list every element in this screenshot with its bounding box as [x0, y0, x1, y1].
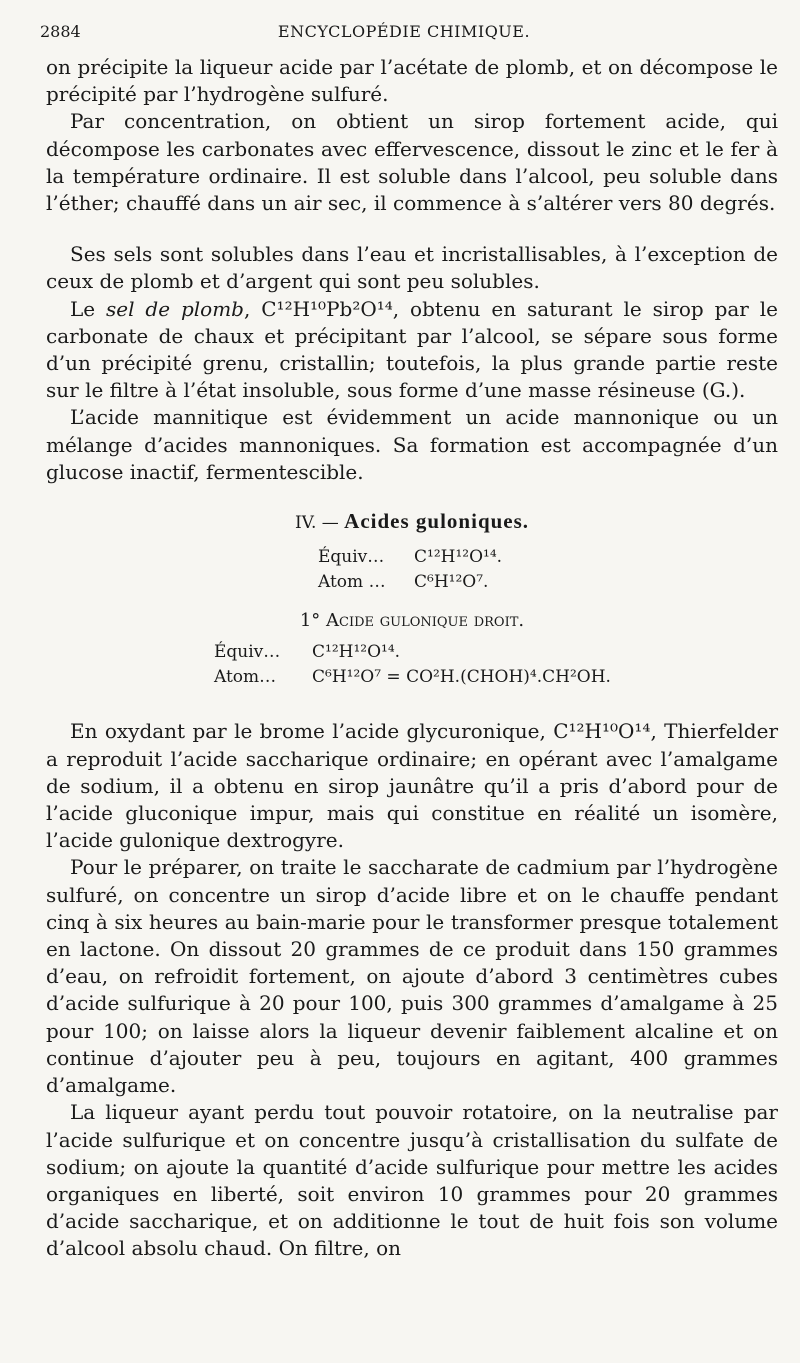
section-title: Acides guloniques.	[344, 509, 530, 534]
formula-row	[318, 545, 778, 570]
paragraph-4-italic: sel de plomb	[106, 296, 244, 321]
paragraph-5: L’acide mannitique est évidemment un acide mannonique ou un mélange d’acides mannoniques. Sa formation est accompagnée d’un glucose inactif, fermentescible.	[46, 405, 778, 484]
formula-label: Équiv…	[214, 642, 281, 663]
formula-label: Équiv…	[318, 547, 385, 568]
paragraph-8: La liqueur ayant perdu tout pouvoir rotatoire, on la neutralise par l’acide sulfurique et on concentre jusqu’à cristallisation du sulfate de sodium; on ajoute la quantité d’acide sulfurique pour mettre les acides organiques en liberté, soit environ 10 grammes pour 20 grammes d’acide saccharique, et on additionne le tout de huit fois son volume d’alcool absolu chaud. On filtre, on	[46, 1100, 778, 1261]
formula-value: C⁶H¹²O⁷.	[414, 572, 489, 593]
section-number: IV. —	[294, 513, 345, 534]
formula-label: Atom…	[214, 667, 277, 688]
formula-row	[214, 640, 778, 665]
section-gap	[46, 690, 778, 718]
formula-row	[318, 570, 778, 595]
paragraph-7: Pour le préparer, on traite le saccharate de cadmium par l’hydrogène sulfuré, on concentre un sirop d’acide libre et on le chauffe pendant cinq à six heures au bain-marie pour le transformer presque totalement en lactone. On dissout 20 grammes de ce produit dans 150 grammes d’eau, on refroidit fortement, on ajoute d’abord 3 centimètres cubes d’acide sulfurique à 20 pour 100, puis 300 grammes d’amalgame à 25 pour 100; on laisse alors la liqueur devenir faiblement alcaline et on continue d’ajouter peu à peu, toujours en agitant, 400 grammes d’amalgame.	[46, 855, 778, 1098]
paragraph-4: Le sel de plomb, C¹²H¹⁰Pb²O¹⁴, obtenu en saturant le sirop par le carbonate de chaux et précipitant par l’alcool, se sépare sous forme d’un précipité grenu, cristallin; toutefois, la plus grande partie reste sur le filtre à l’état insoluble, sous forme d’une masse résineuse (G.).	[46, 296, 778, 403]
formula-value: C¹²H¹²O¹⁴.	[414, 547, 503, 568]
formula-value: C¹²H¹²O¹⁴.	[312, 642, 401, 663]
formula-block-2	[214, 640, 778, 690]
paragraph-1: on précipite la liqueur acide par l’acétate de plomb, et on décompose le précipité par l’hydrogène sulfuré.	[46, 55, 778, 107]
paragraph-4-lead: Le	[70, 296, 107, 321]
formula-label: Atom …	[318, 572, 386, 593]
running-title: ENCYCLOPÉDIE CHIMIQUE.	[277, 22, 531, 41]
paragraph-4-formula: C¹²H¹⁰Pb²O¹⁴	[261, 296, 393, 321]
section-heading	[46, 508, 778, 537]
paragraph-2: Par concentration, on obtient un sirop fortement acide, qui décompose les carbonates avec effervescence, dissout le zinc et le fer à la température ordinaire. Il est soluble dans l’alcool, peu soluble dans l’éther; chauffé dans un air sec, il commence à s’altérer vers 80 degrés.	[46, 109, 778, 216]
paragraph-gap	[46, 217, 778, 241]
page-number: 2884	[40, 22, 81, 41]
subsection-heading: 1° Acide gulonique droit.	[299, 610, 525, 632]
formula-value: C⁶H¹²O⁷ = CO²H.(CHOH)⁴.CH²OH.	[312, 667, 611, 688]
paragraph-6: En oxydant par le brome l’acide glycuronique, C¹²H¹⁰O¹⁴, Thierfelder a reproduit l’acide saccharique ordinaire; en opérant avec l’amalgame de sodium, il a obtenu en sirop jaunâtre qu’il a pris d’abord pour de l’acide gluconique impur, mais qui constitue en réalité un isomère, l’acide gulonique dextrogyre.	[46, 719, 778, 853]
page-header	[40, 22, 768, 46]
paragraph-4-rest: , obtenu en saturant le sirop par le carbonate de chaux et précipitant par l’alcool, se sépare sous forme d’un précipité grenu, cristallin; toutefois, la plus grande partie reste sur le filtre à l’état insoluble, sous forme d’une masse résineuse (G.).	[46, 296, 778, 403]
paragraph-3: Ses sels sont solubles dans l’eau et incristallisables, à l’exception de ceux de plomb et d’argent qui sont peu solubles.	[46, 242, 778, 294]
formula-row	[214, 665, 778, 690]
formula-block-1	[318, 545, 778, 595]
page-body	[46, 54, 778, 1263]
